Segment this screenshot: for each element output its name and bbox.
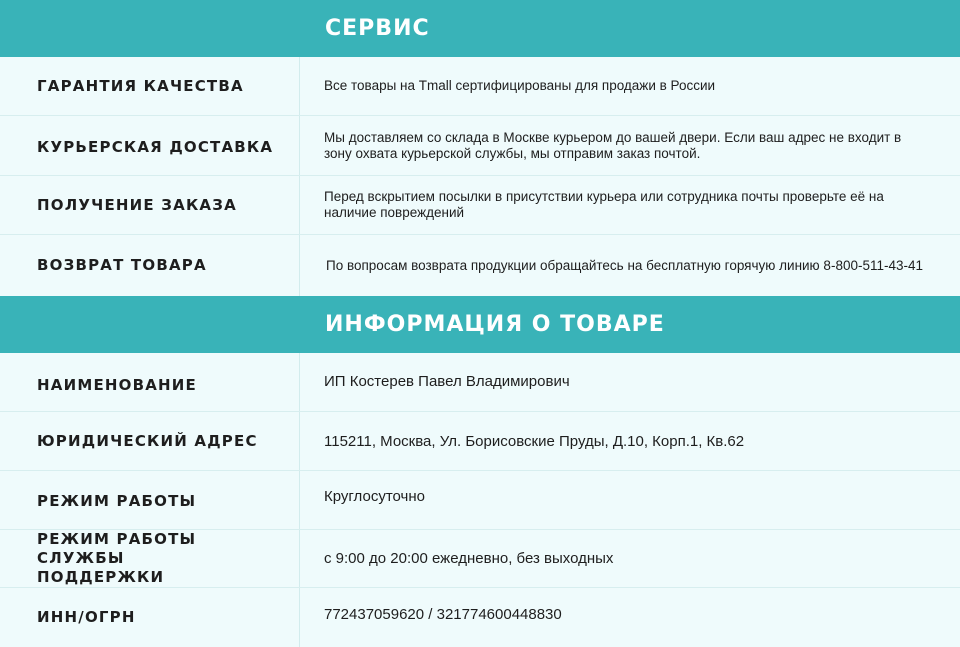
row-label: ГАРАНТИЯ КАЧЕСТВА (37, 77, 244, 95)
column-divider (299, 176, 300, 234)
row-label: ИНН/ОГРН (37, 608, 136, 626)
row-label: ВОЗВРАТ ТОВАРА (37, 256, 207, 274)
row-value: Все товары на Tmall сертифицированы для продажи в России (324, 78, 716, 93)
column-divider (299, 588, 300, 647)
info-row-name (0, 353, 960, 412)
row-label: ЮРИДИЧЕСКИЙ АДРЕС (37, 431, 258, 450)
row-label: НАИМЕНОВАНИЕ (37, 375, 197, 394)
service-row-receiving (0, 176, 960, 235)
service-row-quality (0, 57, 960, 116)
row-label: РЕЖИМ РАБОТЫ (37, 491, 197, 510)
row-label: РЕЖИМ РАБОТЫ СЛУЖБЫ ПОДДЕРЖКИ (37, 530, 197, 586)
row-value: По вопросам возврата продукции обращайтесь на бесплатную горячую линию 8-800-511-43-41 (326, 257, 924, 273)
column-divider (299, 412, 300, 470)
column-divider (299, 235, 300, 296)
column-divider (299, 353, 300, 411)
product-info-section-title: ИНФОРМАЦИЯ О ТОВАРЕ (325, 312, 665, 337)
row-value: Перед вскрытием посылки в присутствии курьера или сотрудника почты проверьте её на наличие повреждений (324, 189, 884, 220)
column-divider (299, 57, 300, 115)
service-row-return (0, 235, 960, 296)
row-value: 772437059620 / 321774600448830 (324, 606, 562, 623)
column-divider (299, 530, 300, 587)
row-label: ПОЛУЧЕНИЕ ЗАКАЗА (37, 195, 237, 214)
row-value: ИП Костерев Павел Владимирович (324, 372, 570, 390)
service-section-title: СЕРВИС (325, 16, 430, 41)
column-divider (299, 471, 300, 529)
info-row-inn-ogrn (0, 588, 960, 647)
column-divider (299, 116, 300, 175)
info-row-working-hours (0, 471, 960, 530)
row-value: Круглосуточно (324, 487, 425, 505)
info-row-support-hours (0, 530, 960, 588)
row-label: КУРЬЕРСКАЯ ДОСТАВКА (37, 137, 274, 156)
row-value: 115211, Москва, Ул. Борисовские Пруды, Д.10, Корп.1, Кв.62 (324, 432, 745, 450)
row-value: Мы доставляем со склада в Москве курьером до вашей двери. Если ваш адрес не входит в зону охвата курьерской службы, мы отправим заказ почтой. (324, 129, 902, 161)
row-value: с 9:00 до 20:00 ежедневно, без выходных (324, 550, 614, 567)
product-info-section-header (0, 296, 960, 353)
service-section-header (0, 0, 960, 57)
service-row-courier (0, 116, 960, 176)
